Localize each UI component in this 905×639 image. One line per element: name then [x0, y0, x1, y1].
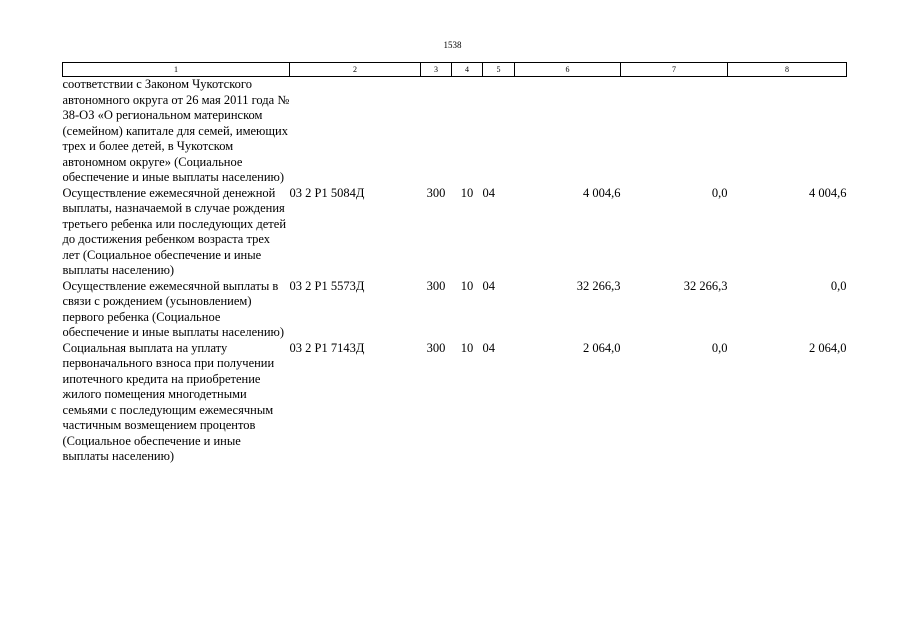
- row-expense-type: [421, 77, 452, 186]
- row-name: соответствии с Законом Чукотского автономного округа от 26 мая 2011 года № 38-ОЗ «О региональном материнском (семейном) капитале для семей, имеющих трех и более детей, в Чукотском автономном округе» (Социальное обеспечение и иные выплаты населению): [62, 77, 290, 184]
- row-name: Осуществление ежемесячной денежной выплаты, назначаемой в случае рождения третьего ребенка или последующих детей до достижения ребенком возраста трех лет (Социальное обеспечение и иные выплаты населению): [62, 185, 287, 277]
- row-amount-col8: 0,0: [830, 278, 847, 293]
- row-expense-type: 300: [426, 185, 446, 200]
- column-header-2: 2: [290, 63, 421, 77]
- column-header-7: 7: [621, 63, 728, 77]
- row-target-code: 03 2 P1 5084Д: [289, 185, 365, 200]
- row-name: Осуществление ежемесячной выплаты в связи с рождением (усыновлением) первого ребенка (Социальное обеспечение и иные выплаты населению): [62, 278, 285, 339]
- row-section: 10: [460, 278, 474, 293]
- row-subsection: 04: [482, 340, 495, 355]
- row-amount-col7: 32 266,3: [683, 278, 728, 293]
- column-header-8: 8: [728, 63, 847, 77]
- column-number-header-row: [63, 63, 847, 77]
- column-header-1: 1: [63, 63, 290, 77]
- row-section: 10: [460, 185, 474, 200]
- budget-table: [62, 62, 847, 465]
- row-amount-total: [515, 77, 621, 186]
- row-expense-type: 300: [426, 340, 446, 355]
- row-amount-col8: [728, 77, 847, 186]
- table-row: [63, 186, 847, 279]
- row-target-code: 03 2 P1 7143Д: [289, 340, 365, 355]
- row-amount-col7: [621, 77, 728, 186]
- row-amount-col8: 2 064,0: [809, 340, 847, 355]
- row-expense-type: 300: [426, 278, 446, 293]
- row-amount-total: 2 064,0: [583, 340, 621, 355]
- row-subsection: 04: [482, 278, 495, 293]
- row-section: 10: [460, 340, 474, 355]
- table-row: [63, 341, 847, 465]
- row-amount-total: 4 004,6: [583, 185, 621, 200]
- row-subsection: 04: [482, 185, 495, 200]
- column-header-4: 4: [452, 63, 483, 77]
- column-header-3: 3: [421, 63, 452, 77]
- row-amount-total: 32 266,3: [576, 278, 621, 293]
- row-amount-col8: 4 004,6: [809, 185, 847, 200]
- row-amount-col7: 0,0: [711, 185, 728, 200]
- row-target-code: [290, 77, 421, 186]
- row-subsection: [483, 77, 515, 186]
- column-header-6: 6: [515, 63, 621, 77]
- row-target-code: 03 2 P1 5573Д: [289, 278, 365, 293]
- table-row: [63, 77, 847, 186]
- table-row: [63, 279, 847, 341]
- row-amount-col7: 0,0: [711, 340, 728, 355]
- row-name: Социальная выплата на уплату первоначального взноса при получении ипотечного кредита на приобретение жилого помещения многодетными семьями с последующим ежемесячным частичным возмещением процентов (Социальное обеспечение и иные выплаты населению): [62, 340, 275, 463]
- column-header-5: 5: [483, 63, 515, 77]
- row-section: [452, 77, 483, 186]
- page-number: 1538: [443, 40, 462, 50]
